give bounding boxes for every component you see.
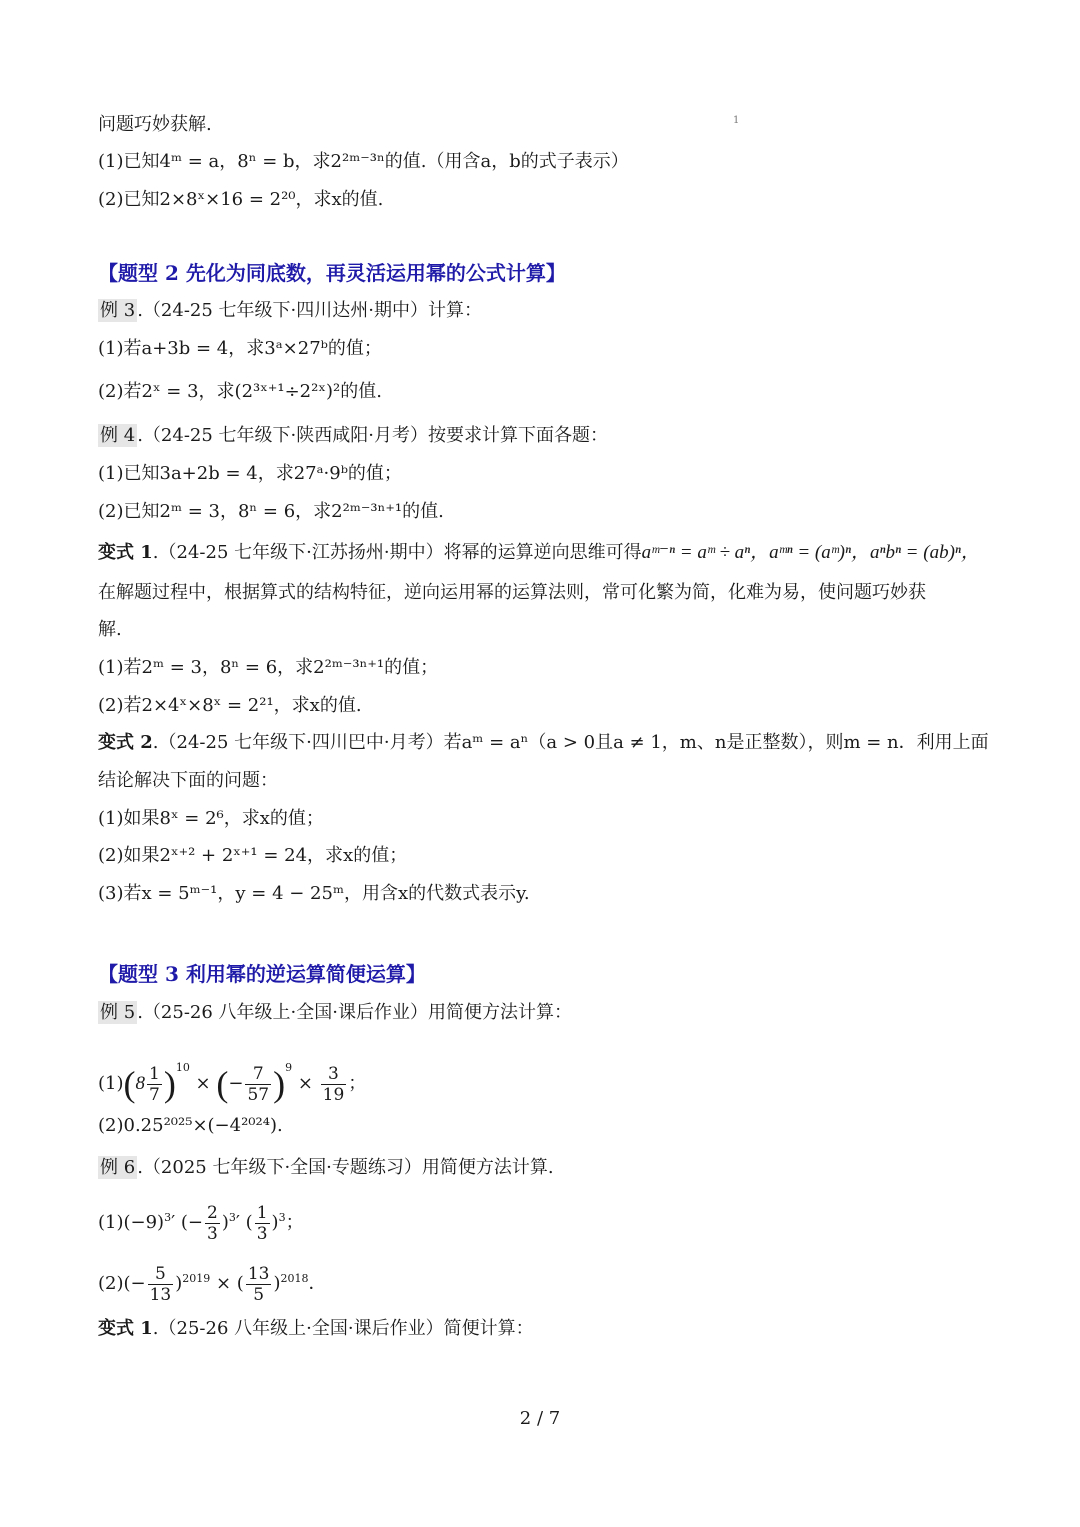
section-3-heading: 【题型 3 利用幂的逆运算简便运算】 xyxy=(98,962,426,986)
example-4-part-2: (2)已知2ᵐ = 3，8ⁿ = 6，求2²ᵐ⁻³ⁿ⁺¹的值. xyxy=(98,501,444,522)
example-6-part-2-prefix: (2) xyxy=(98,1273,124,1294)
variant-3-header xyxy=(98,1316,534,1342)
variant-2-part-3: (3)若x = 5ᵐ⁻¹，y = 4 − 25ᵐ，用含x的代数式表示y. xyxy=(98,883,530,904)
fraction-13-5: $\frac{13}{5}$ xyxy=(247,1263,270,1305)
variant-1-line-3: 解. xyxy=(98,619,122,640)
fraction-2-3: $\frac{2}{3}$ xyxy=(207,1202,218,1244)
intro-tail: 问题巧妙获解. xyxy=(98,114,212,135)
example-5-part-1: (1)(8 $\frac{1}{7}$ )$^{10}$ × (− $\frac{7}{57}$ )$^9$ × $\frac{3}{19}$ ； xyxy=(98,1061,367,1105)
question-1: (1)已知4ᵐ = a，8ⁿ = b，求2²ᵐ⁻³ⁿ的值.（用含a，b的式子表示） xyxy=(98,151,629,172)
variant-3-source: .（25-26 八年级上·全国·课后作业）简便计算： xyxy=(152,1318,534,1339)
example-5-source: .（25-26 八年级上·全国·课后作业）用简便方法计算： xyxy=(137,1002,572,1023)
example-6-source: .（2025 七年级下·全国·专题练习）用简便方法计算. xyxy=(137,1157,554,1178)
variant-2-line-2: 结论解决下面的问题： xyxy=(98,770,278,791)
example-3-label: 例 3 xyxy=(100,300,136,321)
example-4-source: .（24-25 七年级下·陕西咸阳·月考）按要求计算下面各题： xyxy=(137,425,608,446)
example-4-part-1: (1)已知3a+2b = 4，求27ᵃ·9ᵇ的值； xyxy=(98,463,402,484)
example-5-header xyxy=(98,1000,572,1026)
example-5-part-2: (2)0.25²⁰²⁵×(−4²⁰²⁴). xyxy=(98,1115,283,1136)
variant-2-source: .（24-25 七年级下·四川巴中·月考）若aᵐ = aⁿ（a > 0且a ≠ 1，m、n是正整数），则m = n．利用上面 xyxy=(152,732,989,753)
example-6-header xyxy=(98,1155,554,1181)
variant-3-label: 变式 1 xyxy=(98,1318,153,1339)
right-paren: ) xyxy=(163,1064,176,1104)
corner-mark: 1 xyxy=(733,115,740,126)
example-6-part-1-prefix: (1) xyxy=(98,1212,124,1233)
question-2: (2)已知2×8ˣ×16 = 2²⁰，求x的值. xyxy=(98,189,384,210)
page-number: 2 / 7 xyxy=(519,1408,561,1429)
example-6-part-2: (2)(− $\frac{5}{13}$ )$^{2019}$ × ( $\frac{13}{5}$ )$^{2018}$． xyxy=(98,1263,327,1305)
section-2-heading: 【题型 2 先化为同底数，再灵活运用幂的公式计算】 xyxy=(98,261,566,285)
example-3-header xyxy=(98,298,482,324)
variant-2-part-1: (1)如果8ˣ = 2⁶，求x的值； xyxy=(98,808,324,829)
example-3-part-1: (1)若a+3b = 4，求3ᵃ×27ᵇ的值； xyxy=(98,338,382,359)
left-paren: ( xyxy=(216,1064,229,1104)
example-5-label: 例 5 xyxy=(100,1002,136,1023)
variant-1-source: .（24-25 七年级下·江苏扬州·期中）将幂的运算逆向思维可得 xyxy=(152,542,642,563)
example-3-part-2: (2)若2ˣ = 3，求(2³ˣ⁺¹÷2²ˣ)²的值. xyxy=(98,381,382,402)
fraction-3-19: $\frac{3}{19}$ xyxy=(322,1063,345,1105)
fraction-1-3: $\frac{1}{3}$ xyxy=(256,1202,268,1244)
example-4-label: 例 4 xyxy=(100,425,136,446)
variant-2-header xyxy=(98,730,989,756)
variant-1-part-1: (1)若2ᵐ = 3，8ⁿ = 6，求2²ᵐ⁻³ⁿ⁺¹的值； xyxy=(98,657,439,678)
fraction-7-57: $\frac{7}{57}$ xyxy=(247,1063,270,1105)
left-paren: ( xyxy=(123,1064,136,1104)
variant-1-header xyxy=(98,540,980,566)
variant-1-formula: aᵐ⁻ⁿ = aᵐ ÷ aⁿ，aᵐⁿ = (aᵐ)ⁿ，aⁿbⁿ = (ab)ⁿ， xyxy=(641,542,980,563)
variant-1-label: 变式 1 xyxy=(98,542,153,563)
variant-2-part-2: (2)如果2ˣ⁺² + 2ˣ⁺¹ = 24，求x的值； xyxy=(98,845,408,866)
variant-1-part-2: (2)若2×4ˣ×8ˣ = 2²¹，求x的值. xyxy=(98,695,362,716)
example-6-label: 例 6 xyxy=(100,1157,136,1178)
fraction-5-13: $\frac{5}{13}$ xyxy=(149,1263,172,1305)
right-paren: ) xyxy=(273,1064,286,1104)
fraction-1-7: $\frac{1}{7}$ xyxy=(149,1063,160,1105)
example-5-part-1-prefix: (1) xyxy=(98,1073,124,1094)
example-6-part-1: $(1)(-9)^3'$ (− $\frac{2}{3}$ )$^3$′ ( $\frac{1}{3}$ )$^3$； xyxy=(98,1202,304,1244)
example-3-source: .（24-25 七年级下·四川达州·期中）计算： xyxy=(137,300,482,321)
example-4-header xyxy=(98,423,608,449)
variant-2-label: 变式 2 xyxy=(98,732,153,753)
variant-1-line-2: 在解题过程中，根据算式的结构特征，逆向运用幂的运算法则，常可化繁为简，化难为易，使问题巧妙获 xyxy=(98,582,926,603)
